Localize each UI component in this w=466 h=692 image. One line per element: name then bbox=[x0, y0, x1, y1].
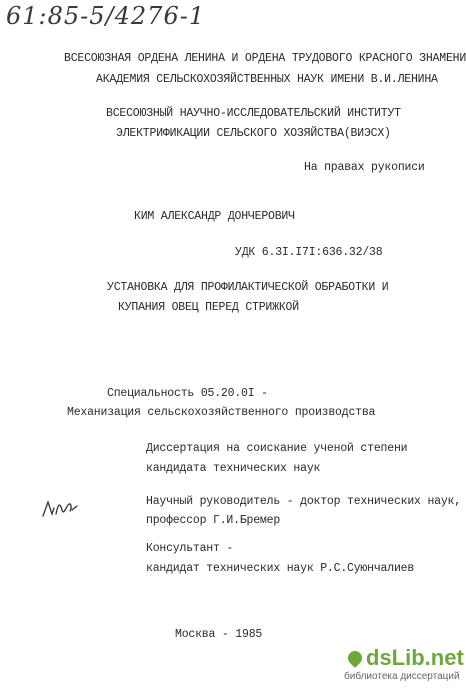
dslib-logo-icon bbox=[345, 648, 365, 668]
institute-line-1: ВСЕСОЮЗНЫЙ НАУЧНО-ИССЛЕДОВАТЕЛЬСКИЙ ИНСТИТУТ bbox=[106, 107, 401, 120]
org-line-1: ВСЕСОЮЗНАЯ ОРДЕНА ЛЕНИНА И ОРДЕНА ТРУДОВОГО КРАСНОГО ЗНАМЕНИ bbox=[64, 52, 466, 65]
consultant-line-2: кандидат технических наук Р.С.Суюнчалиев bbox=[146, 562, 415, 575]
title-line-1: УСТАНОВКА ДЛЯ ПРОФИЛАКТИЧЕСКОЙ ОБРАБОТКИ И bbox=[107, 281, 389, 294]
handwritten-signature bbox=[40, 492, 80, 522]
supervisor-line-2: профессор Г.И.Бремер bbox=[146, 514, 281, 527]
title-line-2: КУПАНИЯ ОВЕЦ ПЕРЕД СТРИЖКОЙ bbox=[118, 301, 299, 314]
city-and-year: Москва - 1985 bbox=[175, 628, 263, 641]
dissertation-line-2: кандидата технических наук bbox=[146, 462, 321, 475]
udc-code: УДК 6.3I.I7I:636.32/38 bbox=[235, 246, 383, 259]
org-line-2: АКАДЕМИЯ СЕЛЬСКОХОЗЯЙСТВЕННЫХ НАУК ИМЕНИ В.И.ЛЕНИНА bbox=[96, 73, 438, 86]
specialty-line-1: Специальность 05.20.0I - bbox=[107, 387, 268, 400]
supervisor-line-1: Научный руководитель - доктор технических наук, bbox=[146, 495, 461, 508]
watermark-tagline: библиотека диссертаций bbox=[344, 671, 460, 682]
handwritten-catalog-code: 61:85-5/4276-1 bbox=[6, 2, 206, 30]
watermark-brand: dsLib.net bbox=[366, 645, 464, 670]
dissertation-line-1: Диссертация на соискание ученой степени bbox=[146, 442, 408, 455]
author-name: КИМ АЛЕКСАНДР ДОНЧЕРОВИЧ bbox=[134, 210, 295, 223]
manuscript-rights-note: На правах рукописи bbox=[304, 161, 425, 174]
dslib-watermark bbox=[344, 645, 464, 685]
specialty-line-2: Механизация сельскохозяйственного производства bbox=[67, 406, 376, 419]
consultant-line-1: Консультант - bbox=[146, 542, 234, 555]
institute-line-2: ЭЛЕКТРИФИКАЦИИ СЕЛЬСКОГО ХОЗЯЙСТВА(ВИЭСХ) bbox=[116, 127, 391, 140]
